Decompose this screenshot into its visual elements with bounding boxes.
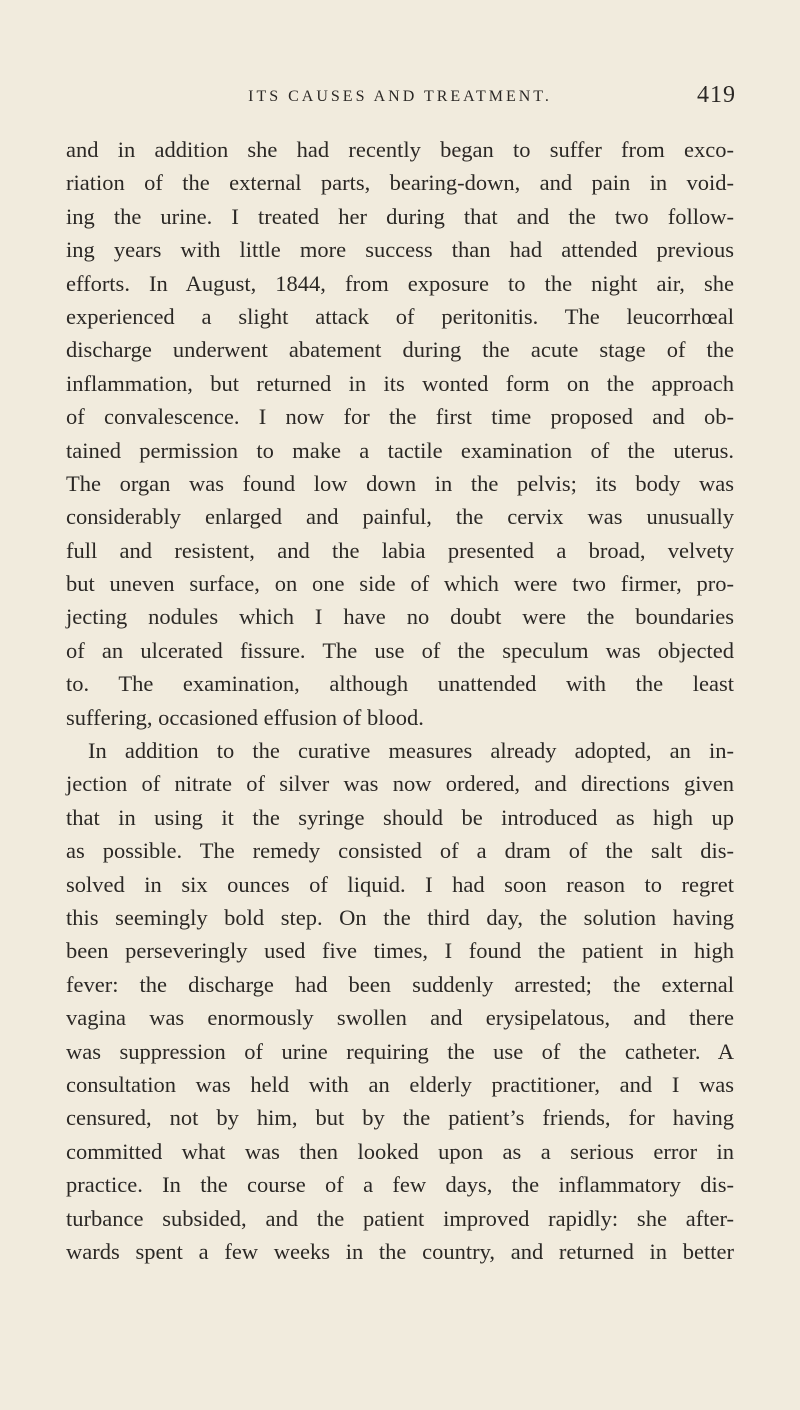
text-line: solved in six ounces of liquid. I had soon reason to regret — [66, 871, 734, 897]
text-line: In addition to the curative measures already adopted, an in- — [88, 738, 734, 764]
text-line: experienced a slight attack of peritonitis. The leucorrhœal — [66, 303, 734, 329]
text-line: as possible. The remedy consisted of a dram of the salt dis- — [66, 838, 734, 864]
text-line: and in addition she had recently began to suffer from exco- — [66, 137, 734, 162]
page-number: 419 — [697, 82, 736, 108]
text-line: tained permission to make a tactile examination of the uterus. — [66, 437, 734, 463]
text-line: of an ulcerated fissure. The use of the speculum was objected — [66, 637, 734, 663]
text-line: The organ was found low down in the pelvis; its body was — [66, 470, 734, 496]
text-line: that in using it the syringe should be introduced as high up — [66, 804, 734, 830]
text-line: efforts. In August, 1844, from exposure to the night air, she — [66, 270, 734, 296]
text-line: ing years with little more success than had attended previous — [66, 237, 734, 263]
text-line: consultation was held with an elderly practitioner, and I was — [66, 1071, 734, 1097]
text-line: riation of the external parts, bearing-down, and pain in void- — [66, 170, 734, 196]
text-line: considerably enlarged and painful, the cervix was unusually — [66, 504, 734, 530]
text-line: inflammation, but returned in its wonted form on the approach — [66, 370, 734, 396]
text-line: ing the urine. I treated her during that and the two follow- — [66, 203, 734, 229]
text-line: jecting nodules which I have no doubt were the boundaries — [66, 604, 734, 630]
text-line: practice. In the course of a few days, the inflammatory dis- — [66, 1172, 734, 1198]
text-line: of convalescence. I now for the first time proposed and ob- — [66, 404, 734, 430]
text-line: been perseveringly used five times, I found the patient in high — [66, 938, 734, 964]
text-line: this seemingly bold step. On the third day, the solution having — [66, 904, 734, 930]
text-line: full and resistent, and the labia presented a broad, velvety — [66, 537, 734, 563]
text-line: fever: the discharge had been suddenly arrested; the external — [66, 971, 734, 997]
text-line: censured, not by him, but by the patient’s friends, for having — [66, 1105, 734, 1131]
text-line: to. The examination, although unattended with the least — [66, 671, 734, 697]
text-line: jection of nitrate of silver was now ordered, and directions given — [66, 771, 734, 797]
text-line: committed what was then looked upon as a serious error in — [66, 1138, 734, 1164]
text-line: but uneven surface, on one side of which were two firmer, pro- — [66, 571, 734, 597]
running-title: ITS CAUSES AND TREATMENT. — [248, 88, 552, 105]
text-line: turbance subsided, and the patient improved rapidly: she after- — [66, 1205, 734, 1231]
text-line: wards spent a few weeks in the country, and returned in better — [66, 1238, 734, 1264]
text-line: suffering, occasioned effusion of blood. — [66, 704, 424, 730]
running-head — [0, 82, 800, 112]
text-line: was suppression of urine requiring the use of the catheter. A — [66, 1038, 734, 1064]
text-line: discharge underwent abatement during the acute stage of the — [66, 337, 734, 363]
body-text — [66, 133, 734, 1268]
text-line: vagina was enormously swollen and erysipelatous, and there — [66, 1005, 734, 1031]
